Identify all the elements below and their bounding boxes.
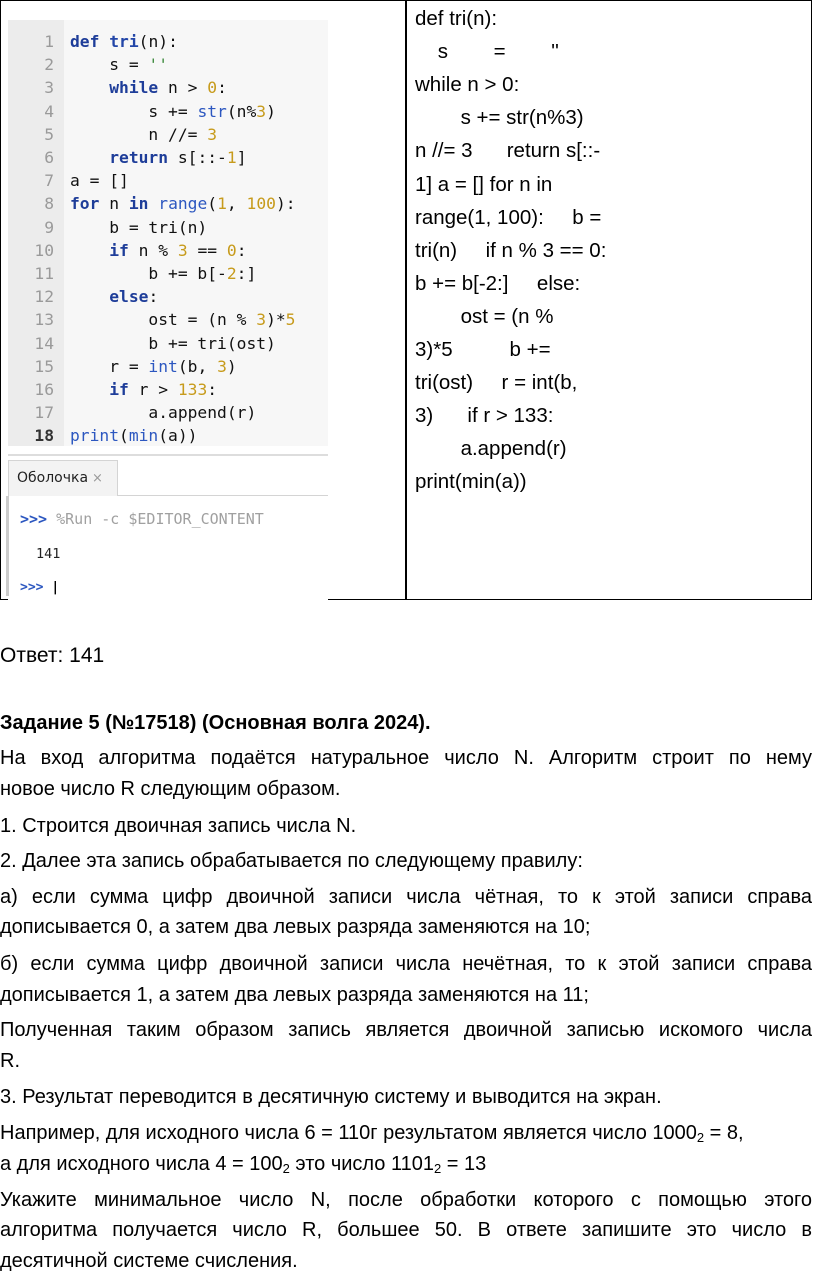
- shell-output: 141: [36, 546, 61, 562]
- line-number: 14: [34, 333, 54, 353]
- code-text-line: while n > 0:: [415, 73, 520, 97]
- answer-line: Ответ: 141: [0, 644, 105, 667]
- rule-a-line: а) если сумма цифр двоичной записи числа чётная, то к этой записи справа: [0, 886, 812, 908]
- code-text: while n > 0:: [109, 78, 227, 98]
- code-text: else:: [109, 287, 159, 307]
- code-text-line: 1] a = [] for n in: [415, 172, 553, 196]
- line-number: 11: [34, 264, 54, 283]
- line-number: 3: [44, 78, 54, 98]
- step-1: 1. Строится двоичная запись числа N.: [0, 815, 357, 837]
- example-text: = 8,: [704, 1122, 744, 1144]
- code-line: [8, 332, 328, 355]
- code-line: [8, 30, 328, 53]
- code-line: [8, 424, 328, 447]
- question-line: Укажите минимальное число N, после обработки которого с помощью этого: [0, 1189, 812, 1211]
- editor-shell-separator: [8, 454, 328, 456]
- question-line: десятичной системе счисления.: [0, 1250, 298, 1272]
- shell-command-line: [20, 510, 264, 528]
- line-number: 4: [44, 101, 54, 121]
- shell-prompt: >>>: [20, 510, 48, 528]
- example-text: = 13: [441, 1153, 487, 1175]
- step-3: 3. Результат переводится в десятичную систему и выводится на экран.: [0, 1086, 662, 1108]
- code-line: [8, 262, 328, 285]
- code-text: for n in range(1, 100):: [70, 194, 296, 214]
- example-line-2: [0, 1151, 812, 1177]
- code-text-line: ost = (n %: [415, 304, 554, 328]
- result-note-line: Полученная таким образом запись является двоичной записью искомого числа: [0, 1019, 812, 1041]
- code-text: a = []: [70, 171, 129, 191]
- line-number: 13: [34, 310, 54, 330]
- code-text: b = tri(n): [70, 217, 208, 237]
- code-text: b += tri(ost): [70, 333, 276, 353]
- question-line: алгоритма получается число R, большее 50. В ответе запишите это число в: [0, 1219, 812, 1241]
- code-text-line: s = '': [415, 40, 559, 64]
- code-line: [8, 285, 328, 308]
- close-icon[interactable]: ×: [92, 471, 103, 486]
- code-line: [8, 146, 328, 169]
- code-text-line: 3)*5 b +=: [415, 338, 551, 361]
- code-text-line: b += b[-2:] else:: [415, 271, 581, 295]
- code-line: [8, 76, 328, 99]
- code-line: [8, 239, 328, 262]
- code-line: [8, 169, 328, 192]
- code-text-line: tri(ost) r = int(b,: [415, 371, 578, 395]
- code-text: s = '': [70, 55, 169, 75]
- result-note-line: R.: [0, 1050, 20, 1072]
- code-text-line: def tri(n):: [415, 7, 498, 30]
- code-line: [8, 308, 328, 331]
- task-text-line: новое число R следующим образом.: [0, 778, 341, 800]
- shell-tab[interactable]: [8, 460, 118, 496]
- code-text: print(min(a)): [70, 426, 198, 446]
- example-text: Например, для исходного числа 6 = 110г результатом является число 1000: [0, 1122, 697, 1144]
- code-line: [8, 123, 328, 146]
- shell-command: %Run -c $EDITOR_CONTENT: [56, 510, 264, 528]
- code-text: def tri(n):: [70, 32, 178, 51]
- example-text: а для исходного числа 4 = 100: [0, 1153, 283, 1175]
- code-text: r = int(b, 3): [70, 356, 237, 376]
- example-line-1: [0, 1120, 812, 1146]
- code-line: [8, 216, 328, 239]
- line-number: 10: [34, 240, 54, 260]
- shell-tab-label: Оболочка: [17, 470, 89, 486]
- shell-prompt-2: >>>: [20, 580, 44, 595]
- code-text: b += b[-2:]: [70, 264, 257, 283]
- shell-input-line[interactable]: [20, 580, 59, 595]
- rule-a-line: дописывается 0, а затем два левых разряда заменяются на 10;: [0, 916, 591, 938]
- example-text: это число 1101: [289, 1153, 434, 1175]
- code-text-line: print(min(a)): [415, 470, 527, 494]
- line-number: 8: [44, 194, 54, 214]
- code-text-line: a.append(r): [415, 437, 567, 461]
- code-text-line: s += str(n%3): [415, 106, 584, 130]
- code-text: a.append(r): [70, 403, 257, 423]
- code-text: n //= 3: [70, 124, 218, 144]
- task-text-line: На вход алгоритма подаётся натуральное число N. Алгоритм строит по нему: [0, 747, 812, 769]
- code-line: [8, 401, 328, 424]
- code-editor-screenshot: [8, 20, 328, 446]
- line-number: 16: [34, 380, 54, 399]
- code-text: if n % 3 == 0:: [109, 240, 247, 260]
- rule-b-line: б) если сумма цифр двоичной записи числа нечётная, то к этой записи справа: [0, 953, 812, 975]
- code-line: [8, 355, 328, 378]
- line-number: 5: [44, 124, 54, 144]
- task-title: Задание 5 (№17518) (Основная волга 2024).: [0, 712, 431, 734]
- line-number: 15: [34, 356, 54, 376]
- line-number: 18: [34, 426, 54, 446]
- code-text: return s[::-1]: [109, 148, 247, 167]
- code-text: s += str(n%3): [70, 101, 276, 121]
- code-text-line: n //= 3 return s[::-: [415, 139, 601, 163]
- code-line: [8, 53, 328, 76]
- code-text: if r > 133:: [109, 380, 218, 399]
- code-line: [8, 378, 328, 401]
- subscript: 2: [696, 1130, 705, 1145]
- line-number: 9: [44, 217, 54, 237]
- line-number: 1: [44, 32, 54, 51]
- code-text-line: 3) if r > 133:: [415, 404, 554, 428]
- code-text-line: range(1, 100): b =: [415, 205, 602, 229]
- shell-panel[interactable]: [8, 496, 328, 600]
- shell-scroll-edge: [6, 496, 9, 596]
- line-number: 12: [34, 287, 54, 307]
- code-line: [8, 100, 328, 123]
- step-2: 2. Далее эта запись обрабатывается по следующему правилу:: [0, 850, 583, 872]
- line-number: 7: [44, 171, 54, 191]
- line-number: 6: [44, 148, 54, 167]
- table-divider: [405, 0, 407, 600]
- subscript: 2: [282, 1161, 290, 1176]
- code-text: ost = (n % 3)*5: [70, 310, 296, 330]
- line-number: 17: [34, 403, 54, 423]
- subscript: 2: [434, 1161, 442, 1176]
- line-number: 2: [44, 55, 54, 75]
- text-cursor: |: [51, 580, 60, 595]
- code-line: [8, 192, 328, 215]
- rule-b-line: дописывается 1, а затем два левых разряда заменяются на 11;: [0, 984, 589, 1006]
- code-text-line: tri(n) if n % 3 == 0:: [415, 238, 607, 262]
